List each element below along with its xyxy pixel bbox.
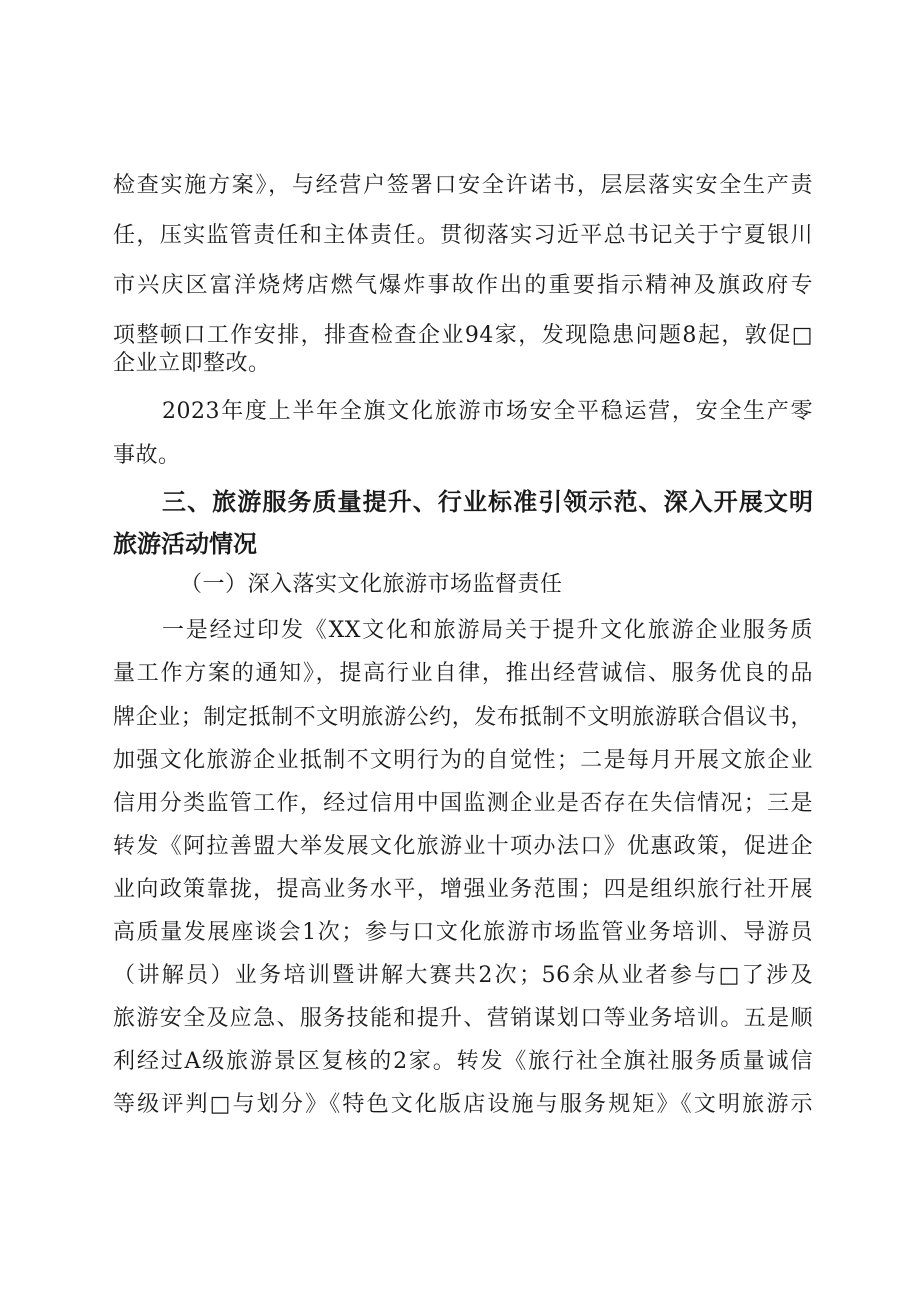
paragraph1-line-1: 检查实施方案》，与经营户签署口安全许诺书，层层落实安全生产责 [113, 173, 813, 198]
paragraph3-line-2: 量工作方案的通知》，提高行业自律，推出经营诚信、服务优良的品 [113, 661, 813, 686]
paragraph3-line-3: 牌企业；制定抵制不文明旅游公约，发布抵制不文明旅游联合倡议书， [113, 705, 813, 730]
paragraph3-line-6: 转发《阿拉善盟大举发展文化旅游业十项办法口》优惠政策，促进企 [113, 834, 813, 859]
paragraph3-line-10: 旅游安全及应急、服务技能和提升、营销谋划口等业务培训。五是顺 [113, 1006, 813, 1031]
paragraph3-line-5: 信用分类监管工作，经过信用中国监测企业是否存在失信情况；三是 [113, 791, 813, 816]
paragraph2-line-1: 2023年度上半年全旗文化旅游市场安全平稳运营，安全生产零 [162, 399, 813, 424]
paragraph3-line-1: 一是经过印发《XX文化和旅游局关于提升文化旅游企业服务质 [162, 618, 813, 643]
paragraph3-line-7: 业向政策靠拢，提高业务水平，增强业务范围；四是组织旅行社开展 [113, 877, 813, 902]
paragraph3-line-4: 加强文化旅游企业抵制不文明行为的自觉性；二是每月开展文旅企业 [113, 748, 813, 773]
section3-heading-line-2: 旅游活动情况 [113, 530, 257, 558]
paragraph3-line-9: （讲解员）业务培训暨讲解大赛共2次；56余从业者参与□了涉及 [113, 963, 813, 988]
paragraph3-line-11: 利经过A级旅游景区复核的2家。转发《旅行社全旗社服务质量诚信 [113, 1049, 813, 1074]
section3-heading-line-1: 三、旅游服务质量提升、行业标准引领示范、深入开展文明 [162, 488, 813, 516]
paragraph1-line-3: 市兴庆区富洋烧烤店燃气爆炸事故作出的重要指示精神及旗政府专 [113, 273, 813, 298]
paragraph3-line-12: 等级评判□与划分》《特色文化版店设施与服务规矩》《文明旅游示 [113, 1092, 813, 1117]
paragraph3-line-8: 高质量发展座谈会1次；参与口文化旅游市场监管业务培训、导游员 [113, 920, 813, 945]
section3-subheading: （一）深入落实文化旅游市场监督责任 [180, 572, 563, 597]
paragraph1-line-2: 任，压实监管责任和主体责任。贯彻落实习近平总书记关于宁夏银川 [113, 223, 813, 248]
paragraph2-line-2: 事故。 [113, 443, 181, 468]
paragraph1-line-5: 企业立即整改。 [113, 351, 271, 376]
paragraph1-line-4: 项整顿口工作安排，排查检查企业94家，发现隐患问题8起，敦促□ [113, 323, 813, 348]
